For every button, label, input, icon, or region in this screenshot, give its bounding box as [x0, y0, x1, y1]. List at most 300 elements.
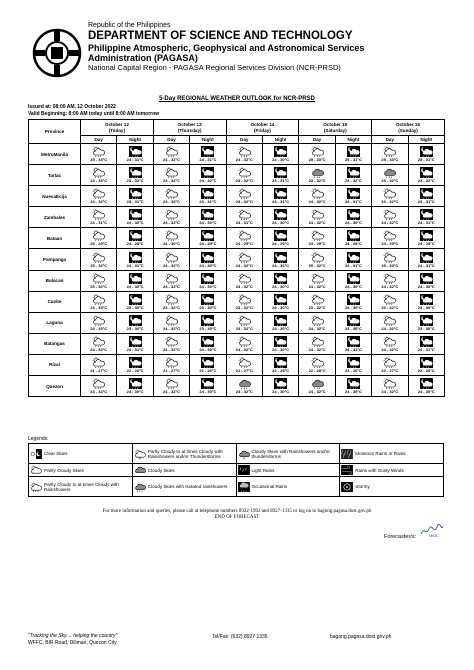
night-forecast-cell: [117, 291, 153, 312]
night-forecast-cell: [262, 333, 298, 354]
partly-cloudy-rain-icon: [165, 167, 178, 178]
temperature-range: 24 - 32°C: [381, 325, 399, 331]
temperature-range: 24 - 29°C: [344, 241, 362, 247]
table-row: [29, 207, 445, 228]
cloudy-icon: [134, 465, 146, 475]
night-forecast-cell: [262, 228, 298, 249]
day-forecast-cell: [372, 165, 408, 186]
partly-cloudy-rain-icon: [311, 252, 324, 263]
temperature-range: 24 - 32°C: [163, 220, 180, 226]
legend-row: [29, 477, 444, 497]
partly-cloudy-rain-icon: [92, 315, 105, 326]
legend-item: [29, 444, 133, 464]
temperature-range: 23 - 32°C: [381, 304, 399, 310]
day-forecast-cell: [153, 376, 189, 397]
night-forecast-cell: [262, 144, 298, 165]
temperature-range: 24 - 30°C: [272, 157, 290, 163]
cloudy-rain-icon: [311, 167, 324, 178]
temperature-range: 24 - 32°C: [163, 325, 180, 331]
night-cloudy-rain-icon: [129, 273, 142, 284]
night-cloudy-rain-icon: [201, 315, 214, 326]
day-forecast-cell: [81, 165, 117, 186]
day-forecast-cell: [226, 312, 262, 333]
night-cloudy-rain-icon: [129, 357, 142, 368]
partly-cloudy-rain-icon: [92, 273, 105, 284]
day-forecast-cell: [226, 291, 262, 312]
rains-gusty-winds-icon: [341, 465, 353, 475]
legends-label: Legends:: [28, 436, 49, 442]
night-cloudy-rain-icon: [274, 357, 287, 368]
temperature-range: 23 - 32°C: [308, 304, 326, 310]
night-forecast-cell: [408, 186, 444, 207]
night-cloudy-rain-icon: [347, 273, 360, 284]
day-header: Day: [372, 136, 408, 144]
night-forecast-cell: [335, 312, 371, 333]
dost-logo-icon: [32, 28, 82, 78]
temperature-range: 24 - 30°C: [199, 262, 217, 268]
temperature-range: 25 - 33°C: [381, 157, 399, 163]
temperature-range: 24 - 32°C: [381, 283, 399, 289]
night-forecast-cell: [117, 144, 153, 165]
temperature-range: 24 - 32°C: [308, 346, 326, 352]
temperature-range: 24 - 32°C: [235, 262, 253, 268]
day-forecast-cell: [299, 249, 335, 270]
temperature-range: 23 - 31°C: [417, 199, 435, 205]
temperature-range: 24 - 29°C: [272, 241, 290, 247]
night-forecast-cell: [262, 165, 298, 186]
forecaster-signature: [420, 524, 444, 538]
night-cloudy-rain-icon: [347, 146, 360, 157]
night-cloudy-rain-icon: [274, 146, 287, 157]
partly-cloudy-rain-icon: [383, 378, 396, 389]
night-forecast-cell: [190, 249, 226, 270]
night-forecast-cell: [408, 312, 444, 333]
night-cloudy-rain-icon: [129, 336, 142, 347]
temperature-range: 23 - 31°C: [272, 178, 290, 184]
night-forecast-cell: [335, 249, 371, 270]
night-cloudy-rain-icon: [347, 336, 360, 347]
night-cloudy-rain-icon: [347, 252, 360, 263]
temperature-range: 23 - 30°C: [272, 304, 290, 310]
partly-cloudy-rain-icon: [238, 146, 251, 157]
night-cloudy-rain-icon: [201, 252, 214, 263]
day-forecast-cell: [299, 291, 335, 312]
temperature-range: 23 - 31°C: [344, 199, 362, 205]
temperature-range: 24 - 32°C: [163, 262, 180, 268]
day-header: Day: [299, 136, 335, 144]
partly-cloudy-rain-icon: [92, 209, 105, 220]
partly-cloudy-rain-icon: [383, 273, 396, 284]
temperature-range: 24 - 31°C: [126, 346, 144, 352]
night-cloudy-rain-icon: [274, 188, 287, 199]
partly-cloudy-rain-icon: [92, 252, 105, 263]
temperature-range: 24 - 32°C: [90, 389, 108, 395]
night-forecast-cell: [408, 270, 444, 291]
temperature-range: 23 - 32°C: [417, 178, 435, 184]
legend-text: Light Rains: [251, 467, 275, 473]
legend-item: [340, 477, 444, 497]
clear-skies-icon: [30, 449, 42, 459]
night-header: Night: [408, 136, 444, 144]
legend-item: [132, 477, 236, 497]
partly-cloudy-rain-icon: [311, 146, 324, 157]
day-header: Day: [153, 136, 189, 144]
day-forecast-cell: [299, 333, 335, 354]
partly-cloudy-rain-icon: [311, 336, 324, 347]
agency-name-line1: Philippine Atmospheric, Geophysical and Astronomical Services: [88, 43, 365, 53]
day-forecast-cell: [372, 186, 408, 207]
partly-cloudy-rain-icon: [92, 336, 105, 347]
night-forecast-cell: [408, 376, 444, 397]
temperature-range: 24 - 31°C: [417, 346, 435, 352]
temperature-range: 22 - 26°C: [344, 367, 362, 373]
legend-item: [132, 444, 236, 464]
day-forecast-cell: [372, 354, 408, 375]
partly-cloudy-rain-icon: [92, 294, 105, 305]
night-forecast-cell: [117, 165, 153, 186]
cloudy-thunderstorm-icon: [238, 449, 250, 459]
date-header: October 12 (Today): [81, 120, 154, 136]
partly-cloudy-rain-icon: [383, 294, 396, 305]
partly-cloudy-rain-icon: [238, 209, 251, 220]
day-forecast-cell: [372, 333, 408, 354]
partly-cloudy-rain-icon: [165, 188, 178, 199]
night-cloudy-rain-icon: [274, 336, 287, 347]
night-header: Night: [117, 136, 153, 144]
night-cloudy-rain-icon: [129, 167, 142, 178]
legend-text: Partly Cloudy Skies: [44, 467, 84, 473]
day-forecast-cell: [226, 249, 262, 270]
night-cloudy-rain-icon: [129, 188, 142, 199]
partly-cloudy-rain-icon: [92, 357, 105, 368]
table-row: [29, 291, 445, 312]
temperature-range: 24 - 32°C: [308, 325, 326, 331]
night-cloudy-rain-icon: [129, 209, 142, 220]
day-forecast-cell: [299, 186, 335, 207]
night-forecast-cell: [190, 144, 226, 165]
temperature-range: 23 - 30°C: [126, 304, 144, 310]
issued-at: Issued at: 08:00 AM, 12 October 2022: [28, 104, 116, 110]
temperature-range: 24 - 32°C: [381, 389, 399, 395]
partly-cloudy-rain-icon: [165, 294, 178, 305]
night-cloudy-rain-icon: [347, 357, 360, 368]
partly-cloudy-rain-icon: [311, 273, 324, 284]
legend-text: Occasional Rains: [251, 484, 288, 489]
temperature-range: 24 - 32°C: [308, 220, 326, 226]
temperature-range: 24 - 31°C: [126, 262, 144, 268]
legend-text: Cloudy Skies with Isolated rainshowers: [147, 484, 228, 489]
temperature-range: 23 - 30°C: [199, 325, 217, 331]
legend-item: [340, 464, 444, 477]
valid-period: Valid Beginning: 8:00 AM today until 8:00 AM tomorrow: [28, 110, 160, 117]
temperature-range: 24 - 32°C: [381, 220, 399, 226]
temperature-range: 23 - 30°C: [344, 304, 362, 310]
temperature-range: 24 - 32°C: [308, 199, 326, 205]
agency-name-line2: Administration (PAGASA): [88, 53, 198, 63]
temperature-range: 23 - 32°C: [235, 199, 253, 205]
province-name: Laguna: [29, 312, 81, 333]
day-forecast-cell: [226, 376, 262, 397]
department-title: DEPARTMENT OF SCIENCE AND TECHNOLOGY: [88, 30, 353, 42]
night-cloudy-rain-icon: [201, 188, 214, 199]
night-forecast-cell: [408, 165, 444, 186]
night-cloudy-rain-icon: [274, 230, 287, 241]
temperature-range: 24 - 30°C: [272, 389, 290, 395]
night-cloudy-rain-icon: [129, 230, 142, 241]
day-forecast-cell: [153, 312, 189, 333]
day-forecast-cell: [299, 376, 335, 397]
temperature-range: 23 - 33°C: [90, 304, 108, 310]
svg-text:MMC: MMC: [429, 533, 439, 538]
temperature-range: 25 - 33°C: [308, 157, 326, 163]
partly-cloudy-rain-icon: [311, 357, 324, 368]
night-cloudy-rain-icon: [129, 315, 142, 326]
partly-cloudy-rain-icon: [311, 209, 324, 220]
temperature-range: 24 - 29°C: [308, 241, 326, 247]
legend-item: [132, 464, 236, 477]
partly-cloudy-rain-icon: [311, 294, 324, 305]
night-cloudy-rain-icon: [274, 315, 287, 326]
temperature-range: 24 - 32°C: [163, 157, 180, 163]
day-forecast-cell: [226, 144, 262, 165]
day-forecast-cell: [153, 249, 189, 270]
temperature-range: 24 - 32°C: [90, 199, 108, 205]
temperature-range: 24 - 32°C: [308, 389, 326, 395]
light-rains-icon: [238, 465, 250, 475]
region-text: National Capital Region - PAGASA Regional Services Division (NCR-PRSD): [88, 63, 341, 72]
day-forecast-cell: [299, 144, 335, 165]
temperature-range: 22 - 26°C: [126, 367, 144, 373]
temperature-range: 25 - 32°C: [90, 283, 108, 289]
night-forecast-cell: [262, 291, 298, 312]
night-forecast-cell: [262, 207, 298, 228]
partly-cloudy-rain-icon: [383, 252, 396, 263]
partly-cloudy-rain-icon: [165, 336, 178, 347]
day-forecast-cell: [153, 354, 189, 375]
temperature-range: 25 - 31°C: [417, 157, 435, 163]
night-forecast-cell: [408, 144, 444, 165]
day-forecast-cell: [153, 144, 189, 165]
date-header: October 14 (Friday): [226, 120, 299, 136]
day-forecast-cell: [81, 354, 117, 375]
night-header: Night: [190, 136, 226, 144]
night-cloudy-rain-icon: [420, 378, 433, 389]
temperature-range: 24 - 32°C: [235, 346, 253, 352]
temperature-range: 24 - 30°C: [126, 389, 144, 395]
night-forecast-cell: [117, 333, 153, 354]
day-forecast-cell: [299, 165, 335, 186]
night-forecast-cell: [335, 291, 371, 312]
footer-address: WFFC, BIR Road, Diliman, Quezon City: [28, 640, 117, 646]
monsoon-rains-icon: [341, 449, 353, 459]
footer-website[interactable]: bagong.pagasa.dost.gov.ph: [330, 634, 392, 640]
night-cloudy-rain-icon: [420, 167, 433, 178]
night-forecast-cell: [335, 165, 371, 186]
temperature-range: 24 - 29°C: [235, 241, 253, 247]
night-forecast-cell: [335, 270, 371, 291]
partly-cloudy-rain-icon: [383, 357, 396, 368]
night-cloudy-rain-icon: [420, 315, 433, 326]
temperature-range: 24 - 30°C: [344, 283, 362, 289]
legend-text: Cloudy Skies: [147, 467, 175, 473]
day-forecast-cell: [226, 270, 262, 291]
night-forecast-cell: [117, 207, 153, 228]
temperature-range: 23 - 30°C: [417, 304, 435, 310]
night-cloudy-rain-icon: [201, 336, 214, 347]
night-forecast-cell: [190, 354, 226, 375]
footer-slogan: "Tracking the Sky.... helping the country": [28, 633, 118, 639]
night-cloudy-rain-icon: [347, 209, 360, 220]
partly-cloudy-thunderstorm-icon: [134, 449, 146, 459]
document-title: 5-Day REGIONAL WEATHER OUTLOOK for NCR-PRSD: [159, 96, 315, 102]
contact-info: [0, 509, 474, 521]
temperature-range: 24 - 29°C: [417, 241, 435, 247]
partly-cloudy-rain-icon: [165, 315, 178, 326]
province-header: Province: [29, 120, 81, 144]
partly-cloudy-rain-icon: [92, 378, 105, 389]
date-header: October 15 (Saturday): [299, 120, 372, 136]
night-forecast-cell: [262, 376, 298, 397]
table-row: [29, 144, 445, 165]
day-forecast-cell: [372, 207, 408, 228]
temperature-range: 23 - 32°C: [381, 178, 399, 184]
day-header: Day: [81, 136, 117, 144]
partly-cloudy-rain-icon: [165, 209, 178, 220]
day-forecast-cell: [226, 333, 262, 354]
day-forecast-cell: [226, 354, 262, 375]
temperature-range: 23 - 32°C: [235, 178, 253, 184]
legend-table: [28, 443, 444, 497]
cloudy-rain-icon: [383, 167, 396, 178]
day-forecast-cell: [372, 228, 408, 249]
partly-cloudy-rain-icon: [383, 146, 396, 157]
temperature-range: 23 - 32°C: [235, 325, 253, 331]
partly-cloudy-rain-icon: [92, 146, 105, 157]
temperature-range: 23 - 32°C: [235, 283, 253, 289]
night-cloudy-rain-icon: [274, 252, 287, 263]
night-forecast-cell: [262, 312, 298, 333]
night-cloudy-rain-icon: [129, 146, 142, 157]
temperature-range: 25 - 29°C: [90, 241, 108, 247]
temperature-range: 24 - 32°C: [381, 346, 399, 352]
table-row: [29, 312, 445, 333]
temperature-range: 23 - 32°C: [381, 199, 399, 205]
temperature-range: 24 - 33°C: [90, 325, 108, 331]
temperature-range: 23 - 32°C: [163, 304, 180, 310]
province-name: Rizal: [29, 354, 81, 375]
temperature-range: 24 - 32°C: [163, 346, 180, 352]
partly-cloudy-rain-icon: [30, 482, 42, 492]
partly-cloudy-rain-icon: [238, 294, 251, 305]
contact-line: For more information and queries, please call at telephone numbers 8922-1992 and 8927-1335 or log on to bagong.pagasa.dost.gov.ph: [102, 509, 372, 514]
temperature-range: 22 - 27°C: [381, 367, 399, 373]
temperature-range: 23 - 30°C: [272, 325, 290, 331]
night-forecast-cell: [408, 291, 444, 312]
temperature-range: 23 - 32°C: [308, 178, 326, 184]
temperature-range: 25 - 31°C: [344, 157, 362, 163]
night-cloudy-rain-icon: [420, 252, 433, 263]
temperature-range: 22 - 28°C: [308, 367, 326, 373]
night-header: Night: [335, 136, 371, 144]
legend-item: [236, 464, 340, 477]
temperature-range: 21 - 27°C: [163, 367, 180, 373]
temperature-range: 23 - 33°C: [90, 178, 108, 184]
day-forecast-cell: [153, 333, 189, 354]
day-forecast-cell: [226, 228, 262, 249]
night-cloudy-rain-icon: [420, 294, 433, 305]
temperature-range: 24 - 30°C: [417, 283, 435, 289]
partly-cloudy-rain-icon: [311, 188, 324, 199]
legend-item: [340, 444, 444, 464]
day-forecast-cell: [372, 270, 408, 291]
night-forecast-cell: [408, 249, 444, 270]
temperature-range: 24 - 30°C: [199, 283, 217, 289]
temperature-range: 24 - 30°C: [272, 346, 290, 352]
temperature-range: 23 - 30°C: [344, 325, 362, 331]
legend-item: [29, 477, 133, 497]
day-forecast-cell: [226, 165, 262, 186]
night-cloudy-rain-icon: [201, 357, 214, 368]
temperature-range: 21 - 27°C: [90, 367, 108, 373]
day-forecast-cell: [81, 291, 117, 312]
temperature-range: 24 - 30°C: [199, 220, 217, 226]
night-cloudy-rain-icon: [347, 378, 360, 389]
temperature-range: 24 - 31°C: [90, 220, 108, 226]
night-cloudy-rain-icon: [129, 294, 142, 305]
partly-cloudy-icon: [30, 465, 42, 475]
day-forecast-cell: [372, 291, 408, 312]
table-row: [29, 186, 445, 207]
day-forecast-cell: [299, 228, 335, 249]
temperature-range: 25 - 32°C: [308, 262, 326, 268]
day-forecast-cell: [81, 333, 117, 354]
temperature-range: 25 - 33°C: [381, 262, 399, 268]
table-row: [29, 376, 445, 397]
night-cloudy-rain-icon: [420, 146, 433, 157]
temperature-range: 24 - 28°C: [126, 241, 144, 247]
day-forecast-cell: [153, 228, 189, 249]
day-forecast-cell: [299, 270, 335, 291]
partly-cloudy-rain-icon: [165, 357, 178, 368]
night-forecast-cell: [335, 333, 371, 354]
day-forecast-cell: [299, 354, 335, 375]
partly-cloudy-rain-icon: [165, 146, 178, 157]
night-cloudy-rain-icon: [201, 273, 214, 284]
temperature-range: 24 - 31°C: [344, 262, 362, 268]
legend-text: Clear Skies: [44, 451, 68, 456]
temperature-range: 23 - 32°C: [163, 178, 180, 184]
legend-text: Cloudy Skies with Rainshowers and/or thunderstorms: [251, 448, 330, 459]
end-of-forecast: END OF FORECAST: [214, 515, 260, 520]
night-forecast-cell: [262, 270, 298, 291]
day-forecast-cell: [372, 249, 408, 270]
temperature-range: 23 - 30°C: [199, 304, 217, 310]
partly-cloudy-rain-icon: [165, 378, 178, 389]
temperature-range: 24 - 32°C: [163, 389, 180, 395]
night-cloudy-rain-icon: [201, 146, 214, 157]
temperature-range: 24 - 31°C: [417, 220, 435, 226]
temperature-range: 22 - 26°C: [417, 367, 435, 373]
province-name: Quezon: [29, 376, 81, 397]
night-forecast-cell: [117, 249, 153, 270]
day-forecast-cell: [153, 165, 189, 186]
partly-cloudy-rain-icon: [92, 167, 105, 178]
partly-cloudy-rain-icon: [165, 230, 178, 241]
night-forecast-cell: [190, 228, 226, 249]
night-cloudy-rain-icon: [274, 167, 287, 178]
night-forecast-cell: [190, 165, 226, 186]
night-forecast-cell: [335, 186, 371, 207]
